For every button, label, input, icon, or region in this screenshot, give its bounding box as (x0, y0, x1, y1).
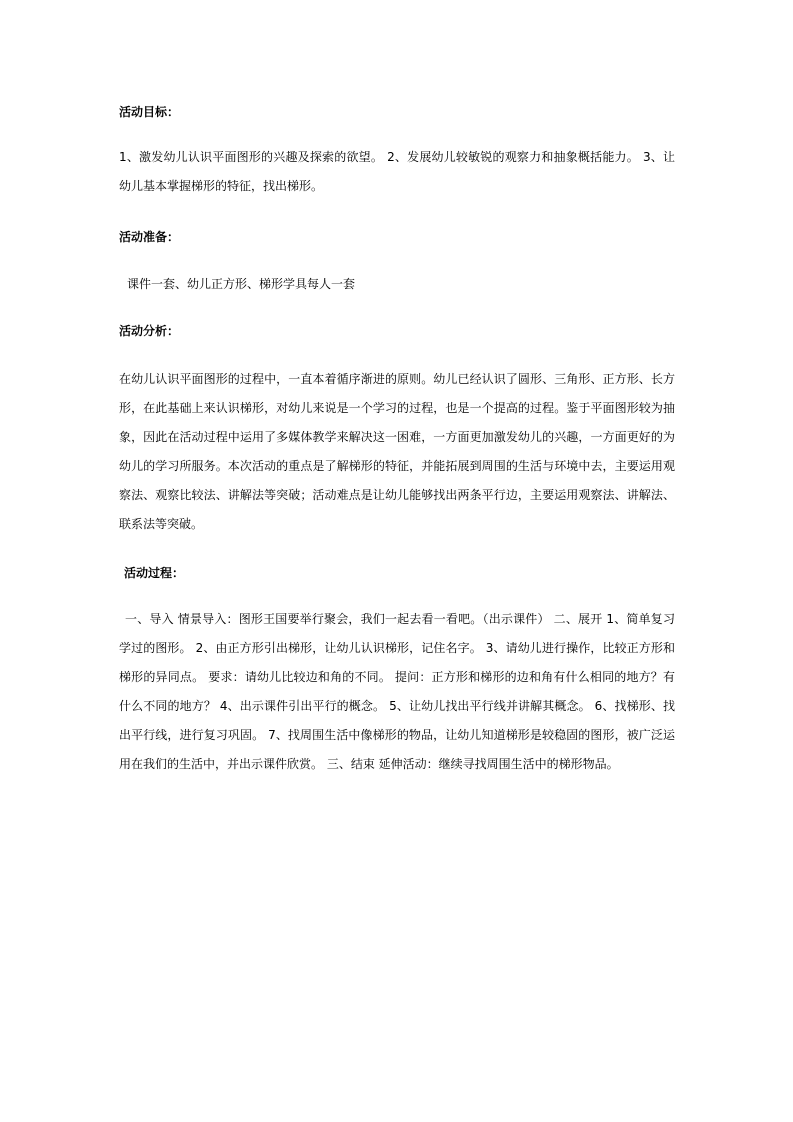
goals-paragraph: 1、激发幼儿认识平面图形的兴趣及探索的欲望。 2、发展幼儿较敏锐的观察力和抽象概括能力。 3、让幼儿基本掌握梯形的特征，找出梯形。 (119, 150, 675, 193)
process-paragraph: 一、导入 情景导入：图形王国要举行聚会，我们一起去看一看吧。（出示课件） 二、展开 1、简单复习学过的图形。 2、由正方形引出梯形，让幼儿认识梯形，记住名字。 3、请幼儿进行操作，比较正方形和梯形的异同点。 要求：请幼儿比较边和角的不同。 提问：正方形和梯形的边和角有什么相同的地方？有什么不同的地方？ 4、出示课件引出平行的概念。 5、让幼儿找出平行线并讲解其概念。 6、找梯形、找出平行线，进行复习巩固。 7、找周围生活中像梯形的物品，让幼儿知道梯形是较稳固的图形，被广泛运用在我们的生活中，并出示课件欣赏。 三、结束 延伸活动：继续寻找周围生活中的梯形物品。 (119, 612, 675, 771)
preparation-heading: 活动准备： (119, 230, 180, 244)
process-heading: 活动过程： (124, 566, 185, 580)
goals-heading: 活动目标： (119, 105, 180, 119)
analysis-heading: 活动分析： (119, 324, 180, 338)
analysis-paragraph: 在幼儿认识平面图形的过程中，一直本着循序渐进的原则。幼儿已经认识了圆形、三角形、正方形、长方形，在此基础上来认识梯形，对幼儿来说是一个学习的过程，也是一个提高的过程。鉴于平面图形较为抽象，因此在活动过程中运用了多媒体教学来解决这一困难，一方面更加激发幼儿的兴趣，一方面更好的为幼儿的学习所服务。本次活动的重点是了解梯形的特征，并能拓展到周围的生活与环境中去，主要运用观察法、观察比较法、讲解法等突破；活动难点是让幼儿能够找出两条平行边，主要运用观察法、讲解法、联系法等突破。 (119, 372, 675, 531)
preparation-paragraph: 课件一套、幼儿正方形、梯形学具每人一套 (127, 277, 356, 291)
